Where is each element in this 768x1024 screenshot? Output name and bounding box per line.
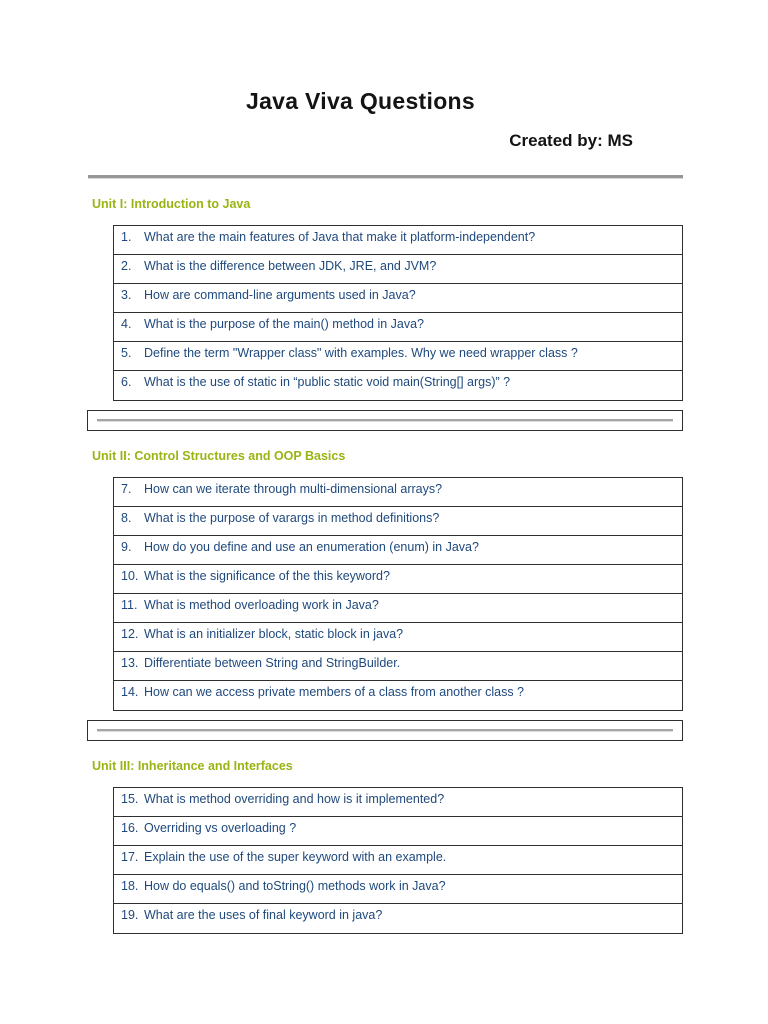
question-number: 7. xyxy=(121,482,132,496)
question-text: Overriding vs overloading ? xyxy=(144,821,297,835)
question-text: What is the purpose of the main() method in Java? xyxy=(144,317,425,331)
question-number: 12. xyxy=(121,627,139,641)
question-text: Define the term "Wrapper class" with examples. Why we need wrapper class ? xyxy=(144,346,578,360)
question-text: How are command-line arguments used in Java? xyxy=(144,288,416,302)
section-separator xyxy=(87,720,683,741)
question-text: What are the main features of Java that make it platform-independent? xyxy=(144,230,536,244)
question-number: 11. xyxy=(121,598,138,612)
header-rule xyxy=(88,175,683,179)
question-row xyxy=(114,536,682,565)
question-number: 3. xyxy=(121,288,132,302)
question-number: 4. xyxy=(121,317,132,331)
question-text: What is method overriding and how is it implemented? xyxy=(144,792,445,806)
question-text: What is the difference between JDK, JRE, and JVM? xyxy=(144,259,437,273)
question-row xyxy=(114,371,682,400)
sections-container xyxy=(0,197,768,934)
separator-line xyxy=(97,729,673,732)
question-number: 19. xyxy=(121,908,139,922)
question-table xyxy=(113,225,683,401)
question-row xyxy=(114,284,682,313)
question-row xyxy=(114,507,682,536)
question-row xyxy=(114,342,682,371)
question-text: Explain the use of the super keyword with an example. xyxy=(144,850,447,864)
page-title: Java Viva Questions xyxy=(245,88,475,114)
section-separator xyxy=(87,410,683,431)
question-text: How do you define and use an enumeration (enum) in Java? xyxy=(144,540,479,554)
question-number: 13. xyxy=(121,656,139,670)
question-text: How can we iterate through multi-dimensional arrays? xyxy=(144,482,443,496)
question-number: 15. xyxy=(121,792,139,806)
question-number: 2. xyxy=(121,259,132,273)
question-number: 10. xyxy=(121,569,139,583)
question-row xyxy=(114,846,682,875)
question-row xyxy=(114,226,682,255)
question-number: 18. xyxy=(121,879,139,893)
question-row xyxy=(114,478,682,507)
question-table xyxy=(113,787,683,934)
byline: Created by: MS xyxy=(509,131,633,150)
question-number: 6. xyxy=(121,375,132,389)
question-row xyxy=(114,681,682,710)
separator-line xyxy=(97,419,673,422)
question-row xyxy=(114,623,682,652)
question-row xyxy=(114,652,682,681)
question-row xyxy=(114,788,682,817)
question-row xyxy=(114,904,682,933)
question-text: What is method overloading work in Java? xyxy=(144,598,379,612)
question-text: What are the uses of final keyword in java? xyxy=(144,908,383,922)
question-row xyxy=(114,565,682,594)
question-number: 5. xyxy=(121,346,132,360)
question-text: What is the use of static in “public static void main(String[] args)” ? xyxy=(144,375,511,389)
question-number: 9. xyxy=(121,540,132,554)
question-number: 17. xyxy=(121,850,139,864)
question-text: How do equals() and toString() methods work in Java? xyxy=(144,879,446,893)
question-number: 16. xyxy=(121,821,139,835)
question-text: What is an initializer block, static block in java? xyxy=(144,627,404,641)
question-text: What is the significance of the this keyword? xyxy=(144,569,390,583)
question-row xyxy=(114,817,682,846)
question-text: Differentiate between String and StringBuilder. xyxy=(144,656,401,670)
section-heading: Unit I: Introduction to Java xyxy=(92,197,251,211)
section-heading: Unit III: Inheritance and Interfaces xyxy=(92,759,293,773)
section-heading: Unit II: Control Structures and OOP Basics xyxy=(92,449,346,463)
question-text: What is the purpose of varargs in method definitions? xyxy=(144,511,440,525)
question-text: How can we access private members of a class from another class ? xyxy=(144,685,525,699)
question-row xyxy=(114,255,682,284)
question-number: 1. xyxy=(121,230,132,244)
question-row xyxy=(114,594,682,623)
question-row xyxy=(114,875,682,904)
question-row xyxy=(114,313,682,342)
question-number: 8. xyxy=(121,511,132,525)
question-table xyxy=(113,477,683,711)
question-number: 14. xyxy=(121,685,139,699)
document-header xyxy=(88,0,633,151)
